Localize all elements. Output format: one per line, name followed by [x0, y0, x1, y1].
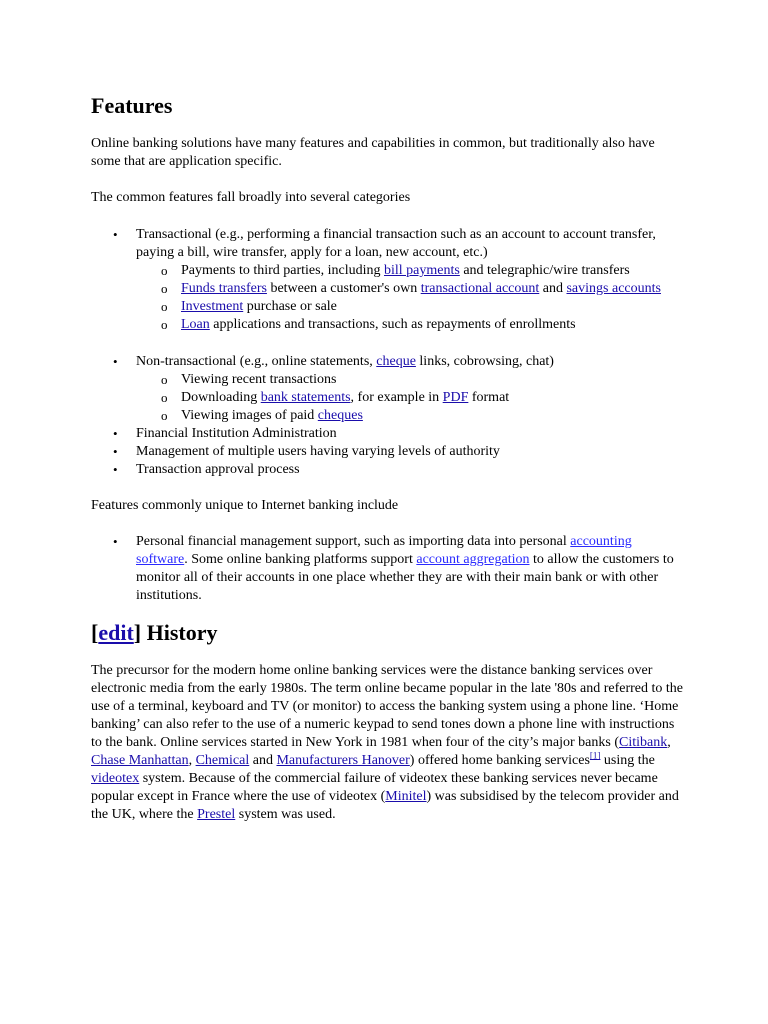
item-text: and	[539, 281, 567, 296]
unique-features-list	[91, 533, 683, 605]
categories-intro: The common features fall broadly into several categories	[91, 190, 411, 205]
link-cheques[interactable]: cheques	[317, 408, 363, 423]
sublist-item	[136, 280, 683, 298]
link-pdf[interactable]: PDF	[442, 390, 469, 405]
item-text: Non-transactional (e.g., online statements,	[136, 354, 377, 369]
transactional-sublist	[136, 262, 683, 334]
sublist-item	[136, 298, 683, 316]
item-text: between a customer's own	[266, 281, 421, 296]
paragraph-text: system was used.	[235, 807, 336, 822]
bullet: o	[161, 263, 168, 278]
link-loan[interactable]: Loan	[181, 317, 210, 332]
list-item-pfm	[91, 533, 683, 605]
features-intro: Online banking solutions have many features and capabilities in common, but traditionally also have some that are application specific.	[91, 136, 655, 169]
item-text: Transaction approval process	[136, 462, 300, 477]
link-investment[interactable]: Investment	[181, 299, 244, 314]
edit-bracket: [	[91, 620, 99, 645]
unique-intro: Features commonly unique to Internet banking include	[91, 498, 399, 513]
link-account-aggregation[interactable]: account aggregation	[416, 552, 530, 567]
item-text: . Some online banking platforms support	[184, 552, 417, 567]
bullet: •	[113, 534, 118, 549]
features-heading: Features	[91, 93, 173, 118]
item-text: Financial Institution Administration	[136, 426, 337, 441]
history-heading	[91, 619, 683, 647]
list-item-transactional	[91, 226, 683, 334]
bullet: o	[161, 408, 168, 423]
paragraph-text: The precursor for the modern home online banking services were the distance banking services over electronic media from the early 1980s. The term online became popular in the late '80s and referred to the use of a terminal, keyboard and TV (or monitor) to access the banking system using a phone line. ‘Home banking’ can also refer to the use of a numeric keypad to send tones down a phone line with instructions to the bank. Online services started in New York in 1981 when four of the city’s major banks (	[91, 663, 683, 750]
item-text: and telegraphic/wire transfers	[459, 263, 630, 278]
list-item-multiuser	[91, 443, 683, 461]
link-cheque[interactable]: cheque	[376, 354, 416, 369]
sublist-item	[136, 371, 683, 389]
bullet: o	[161, 281, 168, 296]
features-list	[91, 226, 683, 479]
bullet: •	[113, 227, 118, 242]
nontransactional-sublist	[136, 371, 683, 425]
item-text: Personal financial management support, such as importing data into personal	[136, 534, 571, 549]
bullet: o	[161, 372, 168, 387]
link-citibank[interactable]: Citibank	[619, 735, 668, 750]
item-text: to allow the customers to monitor all of their accounts in one place whether they are with their main bank or with other institutions.	[136, 552, 674, 603]
link-bank-statements[interactable]: bank statements	[260, 390, 351, 405]
link-prestel[interactable]: Prestel	[197, 807, 236, 822]
sublist-item	[136, 316, 683, 334]
bullet: •	[113, 354, 118, 369]
paragraph-text: ) offered home banking services	[409, 753, 590, 768]
paragraph-text: ,	[188, 753, 196, 768]
bullet: •	[113, 426, 118, 441]
bullet: •	[113, 462, 118, 477]
list-item-admin	[91, 425, 683, 443]
bullet: •	[113, 444, 118, 459]
link-chase-manhattan[interactable]: Chase Manhattan	[91, 753, 189, 768]
item-text: purchase or sale	[243, 299, 337, 314]
item-text: links, cobrowsing, chat)	[415, 354, 554, 369]
item-text: Payments to third parties, including	[181, 263, 384, 278]
bullet: o	[161, 390, 168, 405]
list-item-nontransactional	[91, 353, 683, 425]
link-chemical[interactable]: Chemical	[195, 753, 250, 768]
item-text: Viewing images of paid	[181, 408, 318, 423]
item-text: Viewing recent transactions	[181, 372, 337, 387]
sublist-item	[136, 407, 683, 425]
paragraph-text: and	[249, 753, 277, 768]
sublist-item	[136, 262, 683, 280]
bullet: o	[161, 299, 168, 314]
link-bill-payments[interactable]: bill payments	[383, 263, 460, 278]
transactional-text: Transactional (e.g., performing a financial transaction such as an account to account transfer, paying a bill, wire transfer, apply for a loan, new account, etc.)	[136, 227, 656, 260]
item-text: , for example in	[350, 390, 443, 405]
paragraph-text: using the	[600, 753, 655, 768]
list-item-approval	[91, 461, 683, 479]
item-text: applications and transactions, such as repayments of enrollments	[209, 317, 576, 332]
article-content	[91, 92, 683, 824]
paragraph-text: ) was subsidised by the telecom provider and the UK, where the	[91, 789, 679, 822]
link-savings-accounts[interactable]: savings accounts	[566, 281, 661, 296]
sublist-item	[136, 389, 683, 407]
edit-bracket: ]	[133, 620, 142, 645]
link-accounting-software[interactable]: accounting software	[136, 534, 632, 567]
history-title: History	[141, 620, 218, 645]
link-minitel[interactable]: Minitel	[385, 789, 427, 804]
link-transactional-account[interactable]: transactional account	[420, 281, 540, 296]
paragraph-text: system. Because of the commercial failure of videotex these banking services never became popular except in France where the use of videotex (	[91, 771, 658, 804]
link-manufacturers-hanover[interactable]: Manufacturers Hanover	[276, 753, 410, 768]
bullet: o	[161, 317, 168, 332]
history-paragraph	[91, 662, 683, 824]
item-text: Management of multiple users having varying levels of authority	[136, 444, 500, 459]
link-videotex[interactable]: videotex	[91, 771, 140, 786]
link-funds-transfers[interactable]: Funds transfers	[181, 281, 267, 296]
paragraph-text: ,	[667, 735, 671, 750]
edit-link[interactable]: edit	[98, 620, 134, 645]
item-text: format	[468, 390, 510, 405]
reference-link[interactable]: [1]	[589, 750, 601, 761]
item-text: Downloading	[181, 390, 261, 405]
